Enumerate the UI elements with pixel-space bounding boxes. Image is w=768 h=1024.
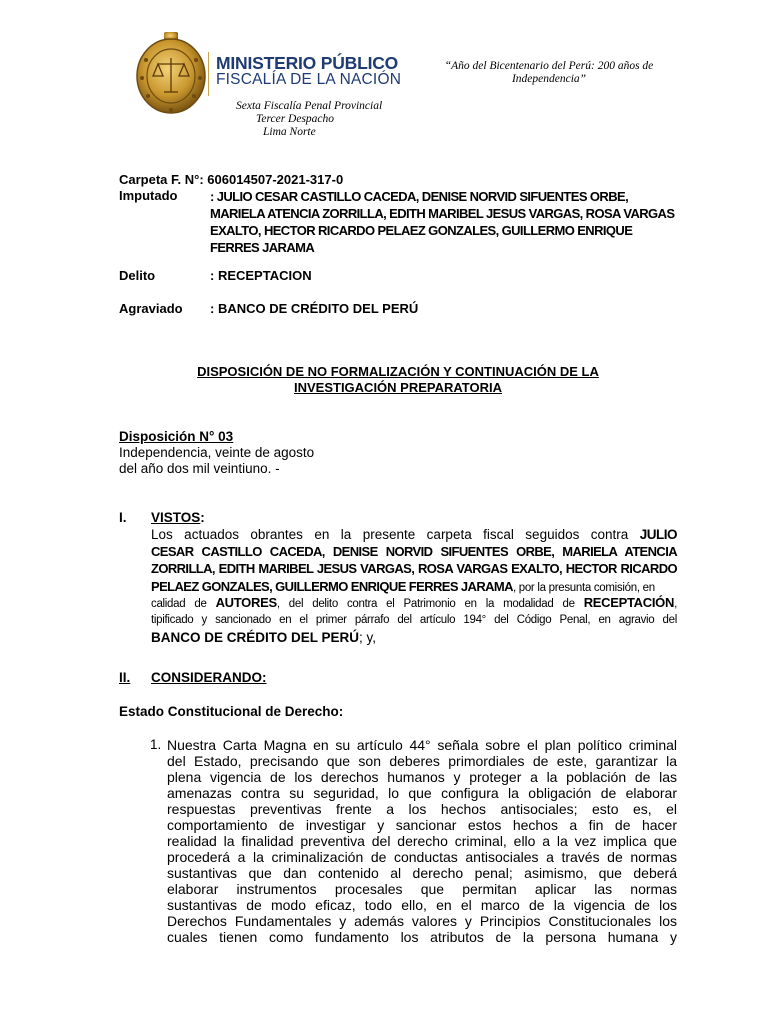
item-1-number: 1. bbox=[150, 737, 162, 752]
disposicion-date bbox=[119, 445, 314, 477]
office-line-3: Lima Norte bbox=[263, 126, 316, 138]
considerando-subheading: Estado Constitucional de Derecho: bbox=[119, 704, 344, 719]
considerando-heading: CONSIDERANDO: bbox=[151, 670, 267, 685]
motto-text: “Año del Bicentenario del Perú: 200 años de Independencia” bbox=[444, 60, 654, 85]
agraviado-value: : BANCO DE CRÉDITO DEL PERÚ bbox=[210, 301, 419, 316]
item-1-line: plena vigencia de los derechos humanos y proteger a la población de las bbox=[167, 769, 677, 785]
item-1-line: del Estado, precisando que son deberes primordiales de este, garantizar la bbox=[167, 753, 677, 769]
office-block bbox=[236, 100, 382, 139]
item-1-line: amenazas contra su seguridad, lo que configura la obligación de elaborar bbox=[167, 785, 677, 801]
vistos-line-1-text: Los actuados obrantes en la presente carpeta fiscal seguidos contra bbox=[151, 527, 629, 542]
imputado-value bbox=[210, 188, 674, 256]
vistos-line-5-d: RECEPTACIÓN bbox=[583, 595, 675, 610]
seal-logo bbox=[134, 30, 208, 116]
item-1-line: respuestas preventivas frente a los hechos antisociales; esto es, el bbox=[167, 801, 677, 817]
item-1-line: Nuestra Carta Magna en su artículo 44° señala sobre el plan político criminal bbox=[167, 737, 677, 753]
imputado-line-1: : JULIO CESAR CASTILLO CACEDA, DENISE NORVID SIFUENTES ORBE, bbox=[210, 189, 629, 204]
imputado-line-2: MARIELA ATENCIA ZORRILLA, EDITH MARIBEL JESUS VARGAS, ROSA VARGAS bbox=[210, 206, 675, 221]
vistos-line-5-e: , bbox=[674, 598, 677, 610]
item-1-line: Derechos Fundamentales y además valores y Principios Constitucionales los bbox=[167, 913, 677, 929]
vistos-line-3: ZORRILLA, EDITH MARIBEL JESUS VARGAS, ROSA VARGAS EXALTO, HECTOR RICARDO bbox=[151, 561, 677, 576]
logo-divider bbox=[208, 52, 209, 96]
vistos-line-7-rest: ; y, bbox=[359, 630, 377, 645]
vistos-line-1-names: JULIO bbox=[639, 527, 677, 542]
vistos-line-1 bbox=[151, 527, 677, 543]
item-1-line: elaborar instrumentos procesales que permitan aplicar las normas bbox=[167, 881, 677, 897]
office-line-1: Sexta Fiscalía Penal Provincial bbox=[236, 100, 383, 112]
item-1-line: sustantivas que dan contenido al derecho penal; asimismo, que deberá bbox=[167, 865, 677, 881]
delito-value: : RECEPTACION bbox=[210, 268, 312, 283]
vistos-line-5-a: calidad de bbox=[151, 598, 207, 610]
delito-label: Delito bbox=[119, 268, 156, 283]
agraviado-label: Agraviado bbox=[119, 301, 183, 316]
vistos-line-4 bbox=[151, 578, 655, 596]
item-1-line: comportamiento de investigar y sancionar estos hechos a fin de hacer bbox=[167, 817, 677, 833]
org-name: MINISTERIO PÚBLICO bbox=[216, 53, 399, 73]
title-line-1: DISPOSICIÓN DE NO FORMALIZACIÓN Y CONTINUACIÓN DE LA bbox=[197, 364, 599, 379]
carpeta-number: Carpeta F. N°: 606014507-2021-317-0 bbox=[119, 172, 344, 187]
vistos-line-7-bold: BANCO DE CRÉDITO DEL PERÚ bbox=[151, 630, 360, 645]
date-line-1: Independencia, veinte de agosto bbox=[119, 445, 315, 460]
vistos-line-5 bbox=[151, 595, 677, 612]
office-line-2: Tercer Despacho bbox=[256, 113, 335, 125]
item-1-line: realidad la finalidad preventiva del derecho criminal, ello a la vez implica que bbox=[167, 833, 677, 849]
motto bbox=[430, 60, 668, 86]
vistos-line-2: CESAR CASTILLO CACEDA, DENISE NORVID SIFUENTES ORBE, MARIELA ATENCIA bbox=[151, 544, 677, 559]
vistos-line-7 bbox=[151, 629, 376, 646]
considerando-numeral: II. bbox=[119, 670, 131, 685]
org-subname: FISCALÍA DE LA NACIÓN bbox=[216, 71, 402, 88]
vistos-heading-colon: : bbox=[200, 510, 205, 525]
vistos-line-5-c: , del delito contra el Patrimonio en la modalidad de bbox=[276, 598, 575, 610]
seal-emblem-icon bbox=[134, 30, 208, 116]
vistos-line-4-rest: , por la presunta comisión, en bbox=[512, 582, 655, 594]
imputado-label: Imputado bbox=[119, 188, 178, 203]
item-1-line: sustantivas de modo eficaz, todo ello, en el marco de la vigencia de los bbox=[167, 897, 677, 913]
vistos-line-6: tipificado y sancionado en el primer párrafo del artículo 194° del Código Penal, en agravio del bbox=[151, 614, 677, 626]
item-1-line: cuales tienen como fundamento los atributos de la persona humana y bbox=[167, 929, 677, 945]
vistos-heading-text: VISTOS bbox=[151, 510, 201, 525]
vistos-line-5-b: AUTORES bbox=[215, 595, 277, 610]
date-line-2: del año dos mil veintiuno. - bbox=[119, 461, 280, 476]
item-1-line: procederá a la criminalización de conductas antisociales a través de normas bbox=[167, 849, 677, 865]
imputado-line-4: FERRES JARAMA bbox=[210, 240, 315, 255]
document-title bbox=[119, 364, 677, 396]
vistos-numeral: I. bbox=[119, 510, 127, 525]
vistos-heading bbox=[151, 510, 205, 526]
vistos-line-4-names: PELAEZ GONZALES, GUILLERMO ENRIQUE FERRES JARAMA bbox=[151, 579, 513, 594]
title-line-2: INVESTIGACIÓN PREPARATORIA bbox=[293, 380, 503, 395]
imputado-line-3: EXALTO, HECTOR RICARDO PELAEZ GONZALES, GUILLERMO ENRIQUE bbox=[210, 223, 633, 238]
disposicion-number: Disposición N° 03 bbox=[119, 429, 234, 444]
